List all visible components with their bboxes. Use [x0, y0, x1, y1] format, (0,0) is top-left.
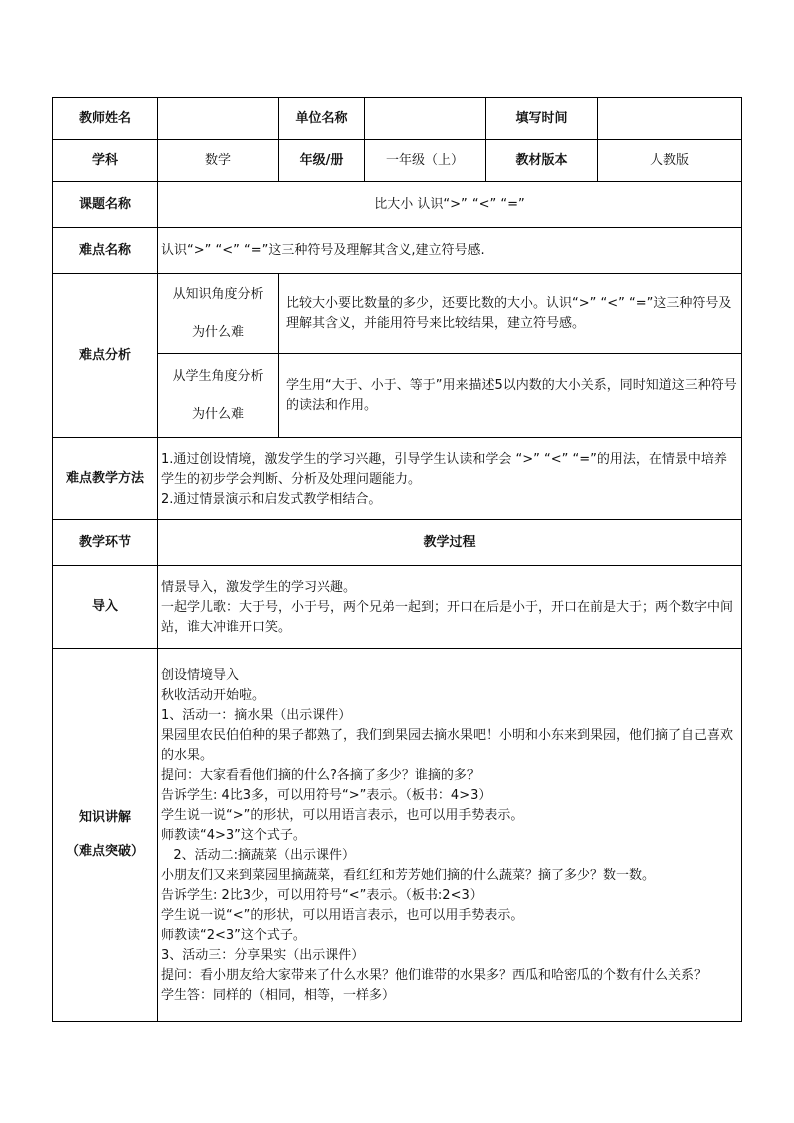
stage-label: 教学环节 — [53, 520, 158, 566]
intro-content — [158, 566, 742, 649]
student-angle-line2: 为什么难 — [191, 406, 244, 422]
edition-value: 人教版 — [598, 140, 742, 182]
lecture-line: 告诉学生: 2比3少，可以用符号“<”表示。（板书:2<3） — [161, 887, 483, 903]
teacher-name-value — [158, 98, 279, 140]
fill-date-label: 填写时间 — [486, 98, 598, 140]
lecture-line: 创设情境导入 — [161, 667, 240, 683]
subject-value: 数学 — [158, 140, 279, 182]
lesson-plan-table — [52, 97, 742, 1022]
unit-name-value — [365, 98, 486, 140]
lecture-content — [158, 649, 742, 1022]
intro-line: 一起学儿歌：大于号，小于号，两个兄弟一起到；开口在后是小于，开口在前是大于；两个数字中间站，谁大冲谁开口笑。 — [161, 600, 734, 635]
lecture-line: 学生答：同样的（相同，相等，一样多） — [161, 987, 396, 1003]
unit-name-label: 单位名称 — [279, 98, 365, 140]
lecture-line: 学生说一说“<”的形状，可以用语言表示，也可以用手势表示。 — [161, 907, 524, 923]
difficulty-label: 难点名称 — [53, 228, 158, 274]
difficulty-row — [53, 228, 742, 274]
subject-label: 学科 — [53, 140, 158, 182]
lecture-line: 告诉学生: 4比3多，可以用符号“>”表示。（板书：4>3） — [161, 787, 492, 803]
edition-label: 教材版本 — [486, 140, 598, 182]
lecture-line: 师教读“4>3”这个式子。 — [161, 827, 306, 843]
lecture-sublabel: （难点突破） — [65, 844, 144, 859]
fill-date-value — [598, 98, 742, 140]
process-label: 教学过程 — [158, 520, 742, 566]
topic-row — [53, 182, 742, 228]
student-angle-text: 学生用“大于、小于、等于”用来描述5以内数的大小关系，同时知道这三种符号的读法和作用。 — [279, 354, 742, 438]
intro-line: 情景导入，激发学生的学习兴趣。 — [161, 580, 357, 595]
lecture-line: 1、活动一：摘水果（出示课件） — [161, 707, 352, 723]
process-header-row — [53, 520, 742, 566]
teacher-name-label: 教师姓名 — [53, 98, 158, 140]
info-row — [53, 140, 742, 182]
topic-value: 比大小 认识“>” “<” “=” — [158, 182, 742, 228]
lecture-line: 3、活动三：分享果实（出示课件） — [161, 947, 365, 963]
lecture-line: 果园里农民伯伯种的果子都熟了，我们到果园去摘水果吧！小明和小东来到果园，他们摘了自己喜欢的水果。 — [161, 727, 734, 763]
method-label: 难点教学方法 — [53, 438, 158, 520]
lecture-line: 学生说一说“>”的形状，可以用语言表示，也可以用手势表示。 — [161, 807, 524, 823]
analysis-knowledge-row — [53, 274, 742, 354]
analysis-label: 难点分析 — [53, 274, 158, 438]
topic-label: 课题名称 — [53, 182, 158, 228]
lecture-line: 2、活动二:摘蔬菜（出示课件） — [161, 847, 356, 863]
student-angle-cell — [158, 354, 279, 438]
lecture-line: 提问：看小朋友给大家带来了什么水果？他们谁带的水果多？西瓜和哈密瓜的个数有什么关系？ — [161, 967, 708, 983]
method-content — [158, 438, 742, 520]
lecture-label-cell — [53, 649, 158, 1022]
header-row — [53, 98, 742, 140]
method-row — [53, 438, 742, 520]
knowledge-angle-line2: 为什么难 — [191, 324, 244, 340]
lecture-line: 提问：大家看看他们摘的什么?各摘了多少？谁摘的多？ — [161, 767, 480, 783]
difficulty-value: 认识“>” “<” “=”这三种符号及理解其含义,建立符号感. — [158, 228, 742, 274]
lecture-line: 小朋友们又来到菜园里摘蔬菜，看红红和芳芳她们摘的什么蔬菜？摘了多少？数一数。 — [161, 867, 656, 883]
knowledge-angle-cell — [158, 274, 279, 354]
intro-label: 导入 — [53, 566, 158, 649]
method-line: 1.通过创设情境，激发学生的学习兴趣，引导学生认读和学会 “>” “<” “=”的用法，在情景中培养学生的初步学会判断、分析及处理问题能力。 — [161, 451, 727, 487]
grade-label: 年级/册 — [279, 140, 365, 182]
intro-row — [53, 566, 742, 649]
knowledge-angle-line1: 从知识角度分析 — [172, 286, 264, 302]
lecture-line: 秋收活动开始啦。 — [161, 687, 266, 703]
lecture-line: 师教读“2<3”这个式子。 — [161, 927, 306, 943]
knowledge-angle-text: 比较大小要比数量的多少，还要比数的大小。认识“>” “<” “=”这三种符号及理解其含义，并能用符号来比较结果，建立符号感。 — [279, 274, 742, 354]
lecture-label: 知识讲解 — [78, 810, 131, 825]
method-line: 2.通过情景演示和启发式教学相结合。 — [161, 491, 382, 507]
lecture-row — [53, 649, 742, 1022]
student-angle-line1: 从学生角度分析 — [172, 368, 264, 384]
grade-value: 一年级（上） — [365, 140, 486, 182]
